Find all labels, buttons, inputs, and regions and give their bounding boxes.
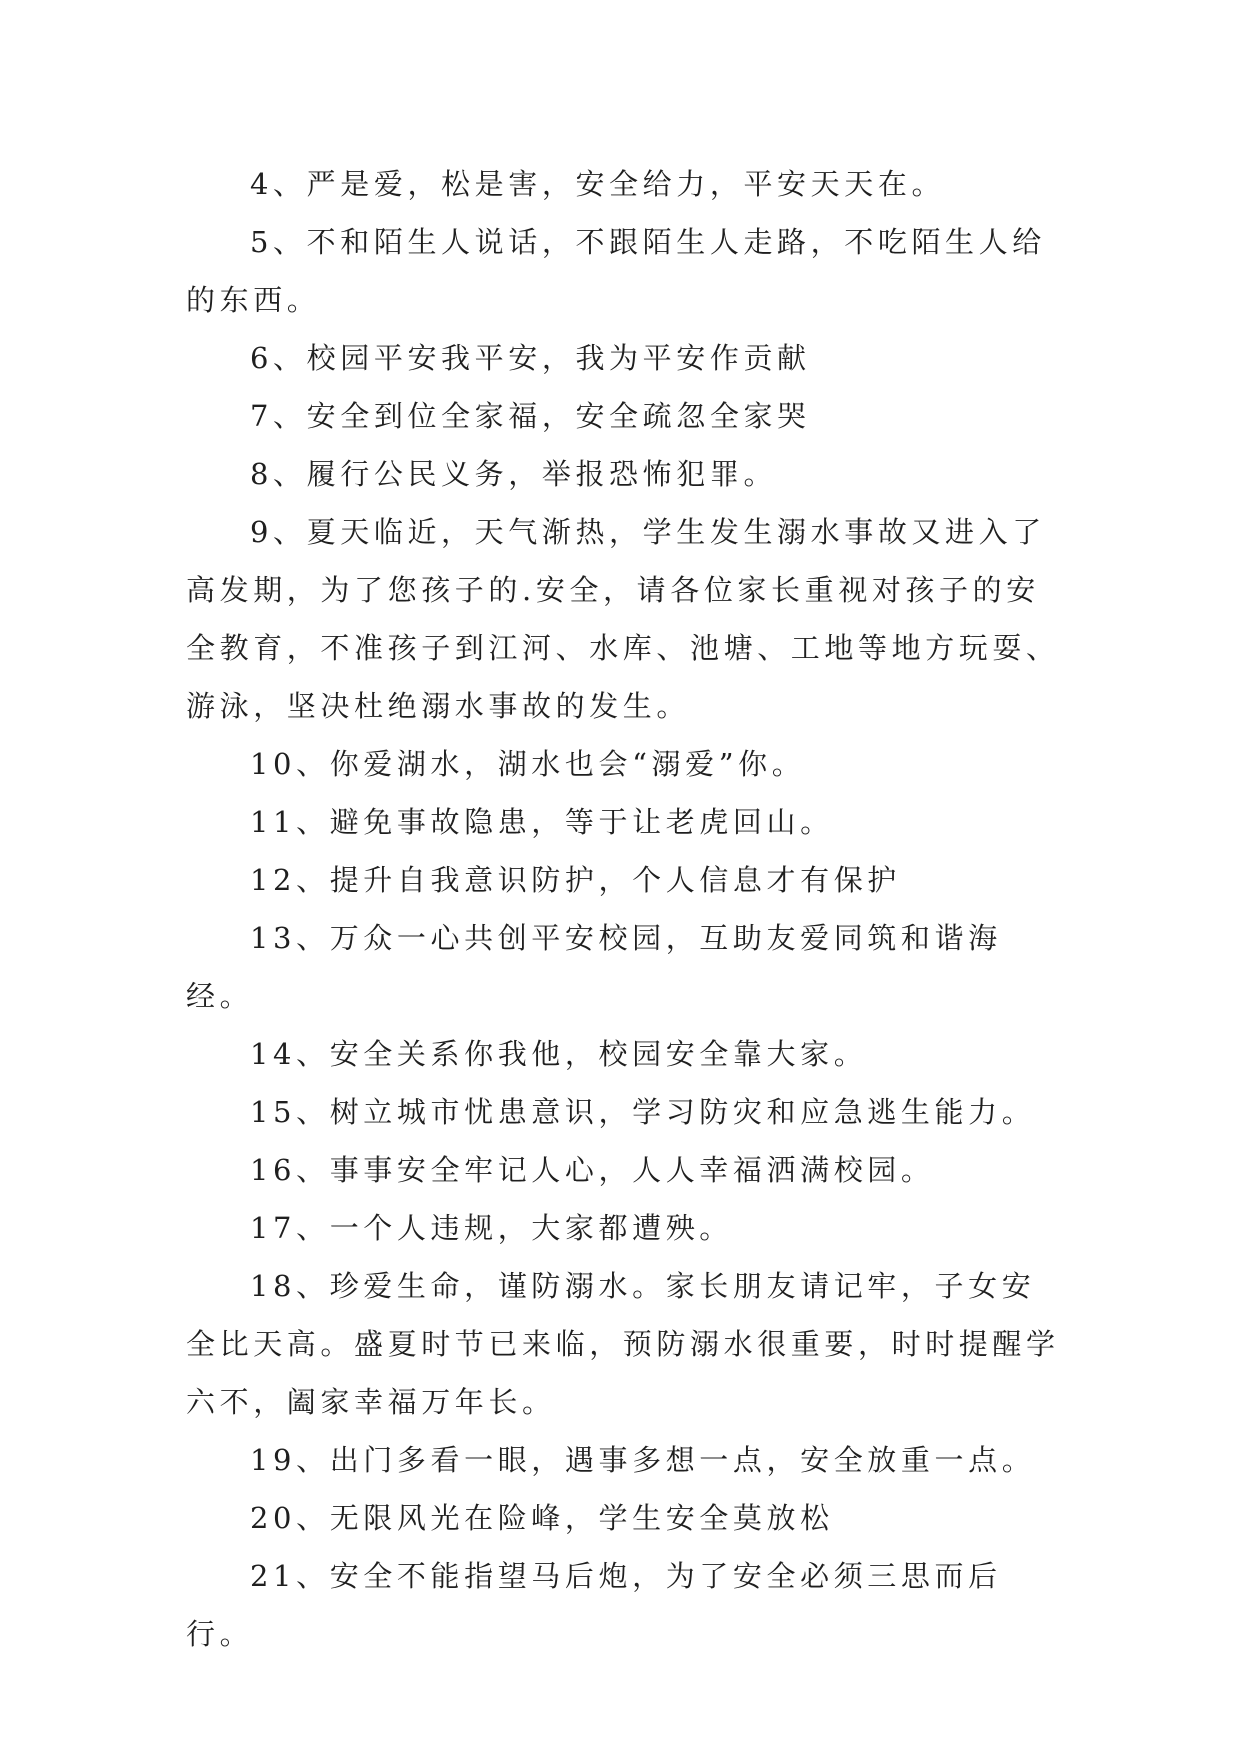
paragraph-item-13: 13、万众一心共创平安校园，互助友爱同筑和谐海经。: [186, 921, 1002, 1013]
paragraph-item-11: 11、避免事故隐患，等于让老虎回山。: [250, 805, 834, 839]
paragraph-item-19: 19、出门多看一眼，遇事多想一点，安全放重一点。: [250, 1443, 1036, 1477]
paragraph-item-7: 7、安全到位全家福，安全疏忽全家哭: [250, 399, 811, 433]
paragraph-item-5: 5、不和陌生人说话，不跟陌生人走路，不吃陌生人给的东西。: [186, 225, 1046, 317]
paragraph-item-21: 21、安全不能指望马后炮，为了安全必须三思而后行。: [186, 1559, 1002, 1651]
paragraph-item-17: 17、一个人违规，大家都遭殃。: [250, 1211, 733, 1245]
paragraph-item-4: 4、严是爱，松是害，安全给力，平安天天在。: [250, 167, 946, 201]
paragraph-item-16: 16、事事安全牢记人心，人人幸福洒满校园。: [250, 1153, 935, 1187]
paragraph-item-18: 18、珍爱生命，谨防溺水。家长朋友请记牢，子女安全比天高。盛夏时节已来临，预防溺水很重要，时时提醒学六不，阖家幸福万年长。: [186, 1269, 1060, 1419]
paragraph-item-10: 10、你爱湖水，湖水也会“溺爱”你。: [250, 747, 806, 781]
paragraph-item-15: 15、树立城市忧患意识，学习防灾和应急逃生能力。: [250, 1095, 1036, 1129]
paragraph-item-8: 8、履行公民义务，举报恐怖犯罪。: [250, 457, 778, 491]
paragraph-item-14: 14、安全关系你我他，校园安全靠大家。: [250, 1037, 868, 1071]
paragraph-item-9: 9、夏天临近，天气渐热，学生发生溺水事故又进入了高发期，为了您孩子的.安全，请各位家长重视对孩子的安全教育，不准孩子到江河、水库、池塘、工地等地方玩耍、游泳，坚决杜绝溺水事故的发生。: [186, 515, 1060, 723]
paragraph-item-20: 20、无限风光在险峰，学生安全莫放松: [250, 1501, 834, 1535]
paragraph-item-6: 6、校园平安我平安，我为平安作贡献: [250, 341, 811, 375]
paragraph-item-12: 12、提升自我意识防护，个人信息才有保护: [250, 863, 901, 897]
document-body: [186, 155, 1066, 1663]
